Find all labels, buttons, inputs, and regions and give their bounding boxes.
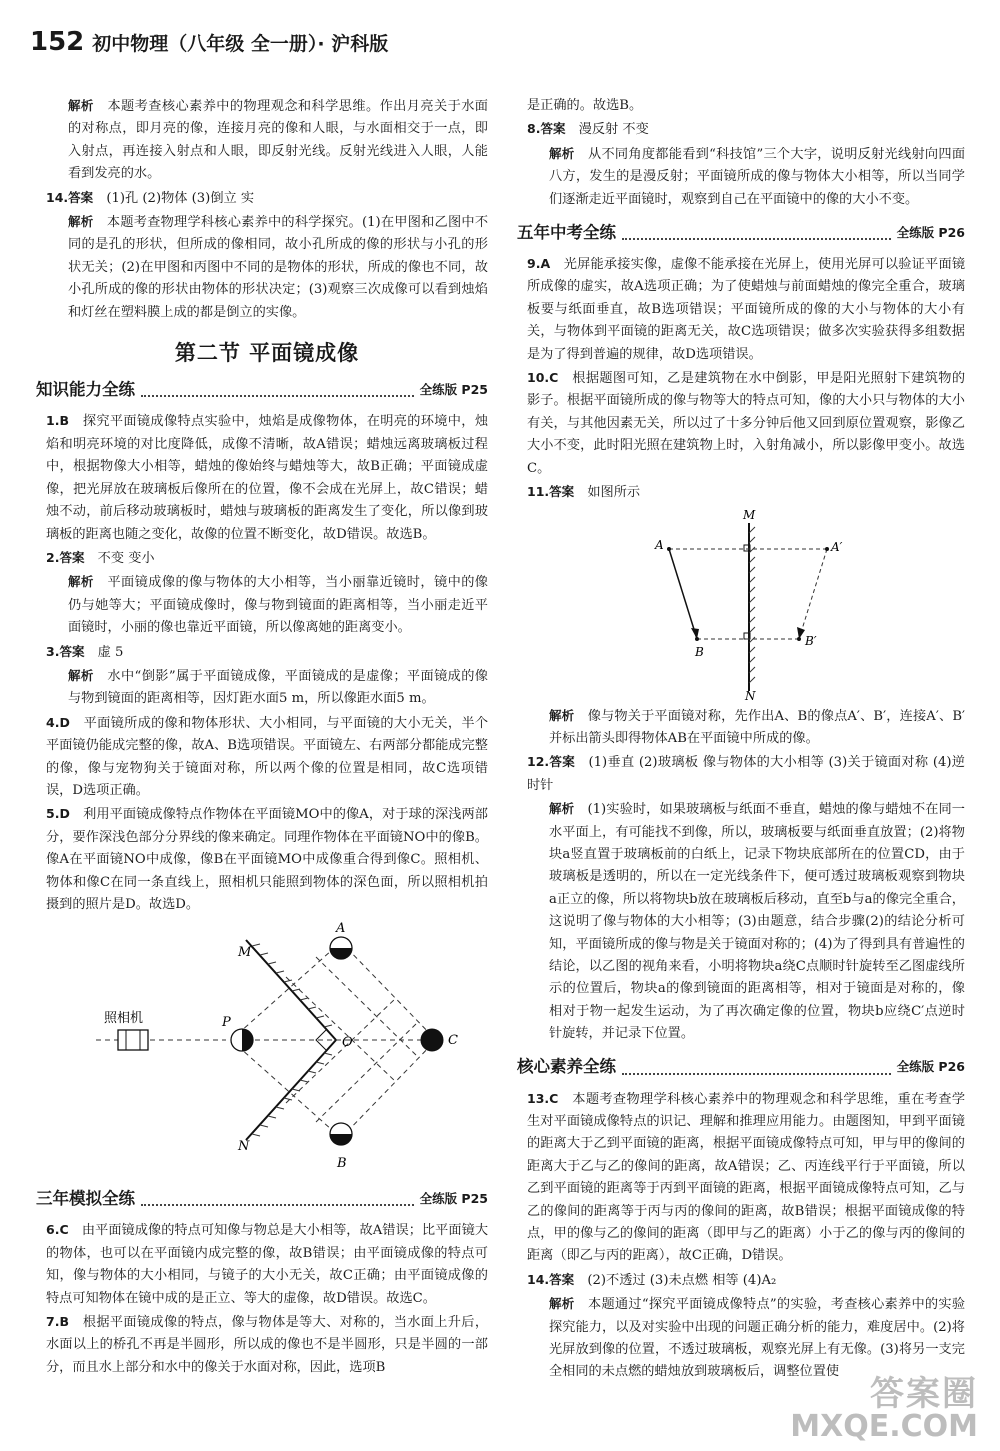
page-number: 152 — [30, 27, 85, 57]
label-a-prime: A′ — [831, 539, 843, 554]
ball-b — [330, 1123, 352, 1145]
q10: 10.C 根据题图可知，乙是建筑物在水中倒影，甲是阳光照射下建筑物的影子。根据平面镜所成的像与物等大的特点可知，像的大小只与物体的大小有关，与其他因素无关，所以过了十多分钟后他又回到原位置观察，影像乙大小不变，此时阳光照在建筑物上时，入射角减小，所以影像甲变小。故选C。 — [527, 370, 966, 476]
q13-analysis: 解析 本题考查核心素养中的物理观念和科学思维。作出月亮关于水面的对称点，即月亮的像，连接月亮的像和人眼，与水面相交于一点，即入射点，再连接入射点和人眼，即反射光线。反射光线进入人眼，人能看到发亮的水。 — [68, 98, 488, 182]
q4: 4.D 平面镜所成的像和物体形状、大小相同，与平面镜的大小无关，半个平面镜仍能成完整的像，故A、B选项错误。平面镜左、右两部分都能成完整的像，像与宠物狗关于镜面对称，所以两个像的位置是相同，故C选项错误，D选项正确。 — [46, 714, 489, 798]
q5: 5.D 利用平面镜成像特点作物体在平面镜MO中的像A，对于球的深浅两部分，要作深浅色部分分界线的像来确定。同理作物体在平面镜NO中的像B。像A在平面镜NO中成像，像B在平面镜MO中成像重合得到像C。照相机、物体和像C在同一条直线上，照相机只能照到物体的深色面，所以照相机拍摄到的照片是D。故选D。 — [46, 806, 488, 912]
label-b: B — [695, 644, 704, 659]
section-band-three-year — [36, 1187, 488, 1211]
q2-analysis: 解析 平面镜成像的像与物体的大小相等，当小丽靠近镜时，镜中的像仍与她等大；平面镜成像时，像与物到镜面的距离相等，当小丽走近平面镜时，小丽的像也靠近平面镜，所以像离她的距离变小。 — [68, 574, 488, 636]
q6: 6.C 由平面镜成像的特点可知像与物总是大小相等，故A错误；比平面镜大的物体，也可以在平面镜内成完整的像，故B错误；由平面镜成像的特点可知，像与物体的大小相同，与镜子的大小无关，故C正确；由平面镜成像的特点可知物体在镜中成的是正立、等大的虚像，故D错误。故选C。 — [46, 1222, 489, 1306]
q14-analysis: 解析 本题通过“探究平面镜成像特点”的实验，考查核心素养中的实验探究能力，以及对实验中出现的问题正确分析的能力，难度居中。(2)将光屏放到像的位置，不透过玻璃板，观察光屏上有无像。(3)将另一支完全相同的未点燃的蜡烛放到玻璃板后，调整位置使 — [549, 1296, 966, 1380]
q13: 13.C 本题考查物理学科核心素养中的物理观念和科学思维，重在考查学生对平面镜成像特点的识记、理解和推理应用能力。由题图知，甲到平面镜的距离大于乙到平面镜的距离，根据平面镜成像特点可知，甲与甲的像间的距离大于乙与乙的像间的距离，故A错误；乙、丙连线平行于平面镜，所以乙到平面镜的距离等于丙到平面镜的距离，根据平面镜成像特点可知，乙与乙的像间的距离等于丙与丙的像间的距离，故B错误；根据平面镜成像的特点，甲的像与乙的像间的距离（即甲与乙的距离）小于乙的像与丙的像间的距离（即乙与丙的距离），故C正确，D错误。 — [527, 1090, 966, 1264]
q7: 7.B 根据平面镜成像的特点，像与物体是等大、对称的，当水面上升后，水面以上的桥孔不再是半圆形，所以成的像也不是半圆形，只是半圆的一部分，而且水上部分和水中的像关于水面对称，因此，选项B — [46, 1314, 489, 1375]
band-title: 知识能力全练 — [36, 380, 135, 400]
band-title: 五年中考全练 — [517, 222, 616, 242]
label-n: N — [238, 1139, 250, 1155]
ball-c — [421, 1029, 443, 1051]
q3-analysis: 解析 水中“倒影”属于平面镜成像，平面镜成的是虚像；平面镜成的像与物到镜面的距离相等，因灯距水面5 m，所以像距水面5 m。 — [68, 667, 488, 707]
mirror-camera-diagram — [46, 922, 488, 1177]
q14-analysis: 解析 本题考查物理学科核心素养中的科学探究。(1)在甲图和乙图中不同的是孔的形状，但所成的像相同，故小孔所成的像的形状与小孔的形状无关；(2)在甲图和丙图中不同的是物体的形状，所成的像也不同，故小孔所成的像的形状由物体的形状决定；(3)观察三次成像可以看到烛焰和灯丝在塑料膜上成的都是倒立的实像。 — [68, 214, 489, 320]
q12-analysis: 解析 (1)实验时，如果玻璃板与纸面不垂直，蜡烛的像与蜡烛不在同一水平面上，有可能找不到像，所以，玻璃板要与纸面垂直放置；(2)将物块a竖直置于玻璃板前的白纸上，记录下物块底部所在的位置CD，由于玻璃板是透明的，所以在一定光线条件下，便可透过玻璃板观察到物块a正立的像，所以将物块b放在玻璃板后移动，直至b与a的像完全重合，这说明了像与物体的大小相等；(3)由题意，结合步骤(2)的结论分析可知，平面镜所成的像与物是关于镜面对称的；(4)为了得到具有普遍性的结论，以乙图的视角来看，小明将物块a绕C点顺时针旋转至乙图虚线所示的位置后，物块a的像到镜面的距离相等，相对于镜面是对称的，像相对于物一起发生运动，为了再次确定像的位置，物块b应绕C′点逆时针旋转，并记录下位置。 — [549, 801, 965, 1042]
camera-label: 照相机 — [104, 1011, 144, 1027]
section-band-core — [517, 1056, 965, 1080]
mirror-ab-diagram — [527, 509, 965, 701]
q8-analysis: 解析 从不同角度都能看到“科技馆”三个大字，说明反射光线射向四面八方，发生的是漫反射；平面镜所成的像与物体大小相等，所以当同学们逐渐走近平面镜时，观察到自己在平面镜中的像的大小不变。 — [549, 145, 966, 207]
ball-p — [231, 1029, 253, 1051]
label-a: A — [655, 537, 664, 552]
q11-analysis: 解析 像与物关于平面镜对称，先作出A、B的像点A′、B′，连接A′、B′并标出箭头即得物体AB在平面镜中所成的像。 — [549, 707, 966, 746]
q3-answer: 3.答案 虚 5 — [46, 643, 124, 660]
q9: 9.A 光屏能承接实像，虚像不能承接在光屏上，使用光屏可以验证平面镜所成像的虚实，故A选项正确；为了使蜡烛与前面蜡烛的像完全重合，玻璃板要与纸面垂直，故B选项错误；平面镜所成的像的大小与物体的大小有关，与物体到平面镜的距离无关，故C选项错误；做多次实验获得多组数据是为了得到普遍的规律，故D选项错误。 — [527, 256, 966, 362]
q14-answer: 14.答案 (1)孔 (2)物体 (3)倒立 实 — [46, 189, 255, 206]
label-n: N — [745, 688, 756, 701]
band-ref: 全练版 P26 — [896, 224, 965, 240]
left-column — [36, 95, 489, 1380]
band-title: 三年模拟全练 — [36, 1189, 135, 1209]
q8-answer: 8.答案 漫反射 不变 — [527, 121, 649, 138]
q12-answer: 12.答案 (1)垂直 (2)玻璃板 像与物体的大小相等 (3)关于镜面对称 (4)逆时针 — [527, 754, 965, 793]
band-ref: 全练版 P26 — [896, 1059, 965, 1075]
q14-answer: 14.答案 (2)不透过 (3)未点燃 相等 (4)A₂ — [527, 1271, 777, 1288]
book-title: 初中物理（八年级 全一册）· 沪科版 — [92, 32, 389, 55]
label-b: B — [337, 1156, 347, 1172]
page-header — [30, 22, 388, 62]
section-title: 第二节 平面镜成像 — [174, 341, 360, 366]
right-column — [517, 95, 966, 1385]
label-o: O — [342, 1035, 353, 1051]
q2-answer: 2.答案 不变 变小 — [46, 549, 155, 566]
q7-continued: 是正确的。故选B。 — [527, 98, 643, 113]
section-band-knowledge — [36, 378, 488, 402]
label-m: M — [743, 508, 756, 522]
label-b-prime: B′ — [805, 633, 817, 648]
label-p: P — [222, 1015, 231, 1031]
label-m: M — [238, 945, 252, 961]
q11-answer: 11.答案 如图所示 — [527, 484, 641, 501]
watermark: 答案圈 MXQE.COM — [790, 1374, 978, 1444]
label-a: A — [336, 922, 346, 937]
band-ref: 全练版 P25 — [419, 382, 488, 398]
band-ref: 全练版 P25 — [419, 1191, 488, 1207]
label-c: C — [448, 1033, 458, 1049]
section-band-five-year — [517, 221, 965, 245]
band-title: 核心素养全练 — [517, 1057, 616, 1077]
ball-a — [330, 937, 352, 959]
q1: 1.B 探究平面镜成像特点实验中，烛焰是成像物体，在明亮的环境中，烛焰和明亮环境的对比度降低，成像不清晰，故A错误；蜡烛远离玻璃板过程中，根据物像大小相等，蜡烛的像始终与蜡烛等大，故B正确；平面镜成虚像，把光屏放在玻璃板后像所在的位置，像不会成在光屏上，故C错误；蜡烛不动，前后移动玻璃板时，蜡烛与玻璃板的距离发生了变化，所以像到玻璃板的距离也随之变化，故像的位置不断变化，故D错误。故选B。 — [46, 413, 489, 542]
